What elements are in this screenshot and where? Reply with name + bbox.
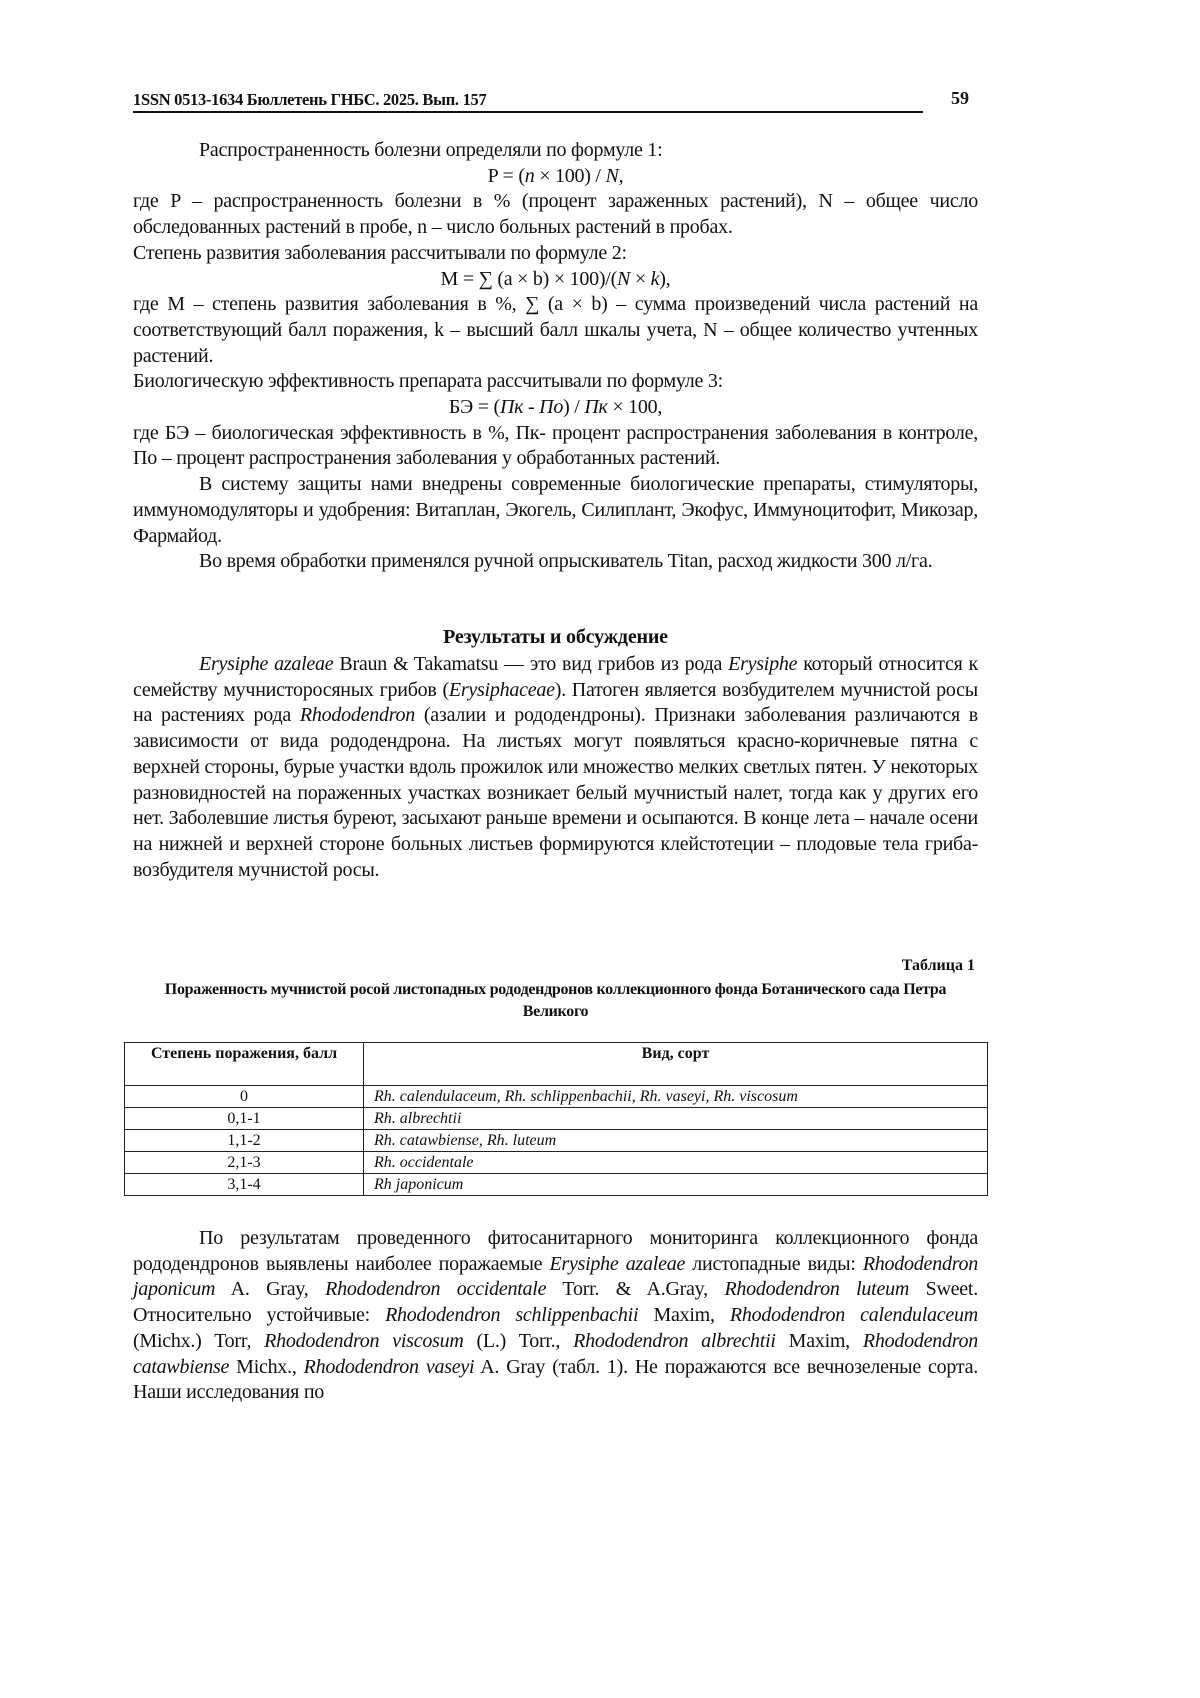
italic-term: N [617, 267, 631, 290]
text-run: ) / [563, 396, 585, 419]
species-cell: Rh. calendulaceum, Rh. schlippenbachii, Rh. vaseyi, Rh. viscosum [364, 1086, 988, 1108]
italic-term: Rhododendron [299, 704, 416, 727]
text-run: ), [659, 267, 671, 290]
paragraph [133, 241, 978, 267]
species-cell: Rh japonicum [364, 1174, 988, 1196]
italic-term: Rhododendron calendulaceum [729, 1304, 978, 1327]
text-run: (L.) Torr., [463, 1329, 574, 1352]
paragraph [133, 292, 978, 369]
running-header: 1SSN 0513-1634 Бюллетень ГНБС. 2025. Вып. 157 [133, 90, 487, 109]
text-run: где M – степень развития заболевания в %, ∑ (a × b) – сумма произведений числа растений на соответствующий балл поражения, k – высший балл шкалы учета, N – общее количество учтенных растений. [133, 293, 978, 367]
header-degree: Степень поражения, балл [125, 1043, 364, 1086]
table-title: Пораженность мучнистой росой листопадных рододендронов коллекционного фонда Ботанического сада Петра Великого [164, 981, 947, 1020]
results-text [133, 652, 978, 883]
italic-term: Erysiphe azaleae [199, 653, 334, 675]
species-cell: Rh. albrechtii [364, 1108, 988, 1130]
italic-term: Пк [584, 396, 608, 419]
page-number: 59 [951, 88, 969, 108]
species-cell: Rh. occidentale [364, 1152, 988, 1174]
paragraph [133, 395, 978, 421]
table-row [125, 1130, 988, 1152]
text-run: × 100) / [534, 164, 606, 187]
text-run: БЭ = ( [448, 396, 500, 419]
paragraph [133, 267, 978, 293]
damage-table [124, 1042, 988, 1196]
table-row [125, 1108, 988, 1130]
text-run: В систему защиты нами внедрены современные биологические препараты, стимуляторы, иммуномодуляторы и удобрения: Витаплан, Экогель, Силиплант, Экофус, Иммуноцитофит, Микозар, Фармайод. [133, 473, 978, 547]
text-run: Распространенность болезни определяли по формуле 1: [199, 139, 663, 161]
table-row [125, 1086, 988, 1108]
text-run: A. Gray (табл. 1). Не поражаются все вечнозеленые сорта. Наши исследования по [133, 1355, 978, 1404]
italic-term: Rhododendron vaseyi [303, 1355, 475, 1378]
italic-term: Rhododendron albrechtii [573, 1329, 776, 1352]
paragraph [133, 472, 978, 549]
text-run: Maxim, [638, 1304, 730, 1327]
italic-term: N [605, 164, 619, 187]
italic-term: Erysiphe [728, 653, 798, 675]
text-run: где БЭ – биологическая эффективность в %, Пк- процент распространения заболевания в контроле, По – процент распространения заболевания у обработанных растений. [133, 421, 978, 470]
text-run: Sweet. Относительно устойчивые: [133, 1278, 978, 1327]
text-run: листопадные виды: [685, 1252, 863, 1275]
text-run: Биологическую эффективность препарата рассчитывали по формуле 3: [133, 370, 723, 393]
paragraph [133, 369, 978, 395]
degree-cell: 0 [125, 1086, 364, 1108]
italic-term: Rhododendron luteum [724, 1278, 910, 1301]
text-run: Maxim, [775, 1329, 863, 1352]
header-species: Вид, сорт [364, 1043, 988, 1086]
paragraph [133, 652, 978, 883]
text-run: Степень развития заболевания рассчитывали по формуле 2: [133, 241, 627, 264]
text-run: ). Патоген является возбудителем мучнистой росы на растениях рода [133, 678, 978, 727]
text-run: Torr. & A.Gray, [546, 1278, 725, 1301]
paragraph [133, 138, 978, 164]
degree-cell: 1,1-2 [125, 1130, 364, 1152]
degree-cell: 0,1-1 [125, 1108, 364, 1130]
text-run: (Michx.) Torr, [133, 1329, 265, 1352]
text-run: P = ( [487, 164, 525, 187]
italic-term: Erysiphe azaleae [549, 1252, 686, 1275]
italic-term: n [524, 164, 535, 187]
table-header-row [125, 1043, 988, 1086]
degree-cell: 3,1-4 [125, 1174, 364, 1196]
text-run: который относится к семейству мучнисторосяных грибов ( [133, 653, 978, 701]
section-heading: Результаты и обсуждение [443, 626, 668, 648]
italic-term: Rhododendron occidentale [325, 1278, 547, 1301]
text-run: По результатам проведенного фитосанитарного мониторинга коллекционного фонда рододендронов выявлены наиболее поражаемые [133, 1227, 978, 1275]
italic-term: k [650, 267, 660, 290]
species-cell: Rh. catawbiense, Rh. luteum [364, 1130, 988, 1152]
text-run: Michx., [229, 1355, 304, 1378]
text-run: Во время обработки применялся ручной опрыскиватель Titan, расход жидкости 300 л/га. [199, 550, 933, 573]
paragraph [133, 189, 978, 240]
text-run: где P – распространенность болезни в % (процент зараженных растений), N – общее число обследованных растений в пробе, n – число больных растений в пробах. [133, 190, 978, 239]
degree-cell: 2,1-3 [125, 1152, 364, 1174]
text-run: (азалии и рододендроны). Признаки заболевания различаются в зависимости от вида рододендрона. На листьях могут появляться красно-коричневые пятна с верхней стороны, бурые участки вдоль прожилок или множество мелких светлых пятен. У некоторых разновидностей на пораженных участках возникает белый мучнистый налет, тогда как у других его нет. Заболевшие листья буреют, засыхают раньше времени и осыпаются. В конце лета – начале осени на нижней и верхней стороне больных листьев формируются клейстотеции – плодовые тела гриба-возбудителя мучнистой росы. [133, 704, 978, 881]
paragraph [133, 421, 978, 472]
italic-term: Пк - По [499, 396, 564, 419]
italic-term: Rhododendron catawbiense [133, 1329, 979, 1378]
table-caption: Таблица 1 [901, 957, 975, 974]
text-run: × [630, 267, 651, 290]
table-row [125, 1152, 988, 1174]
italic-term: Rhododendron viscosum [264, 1329, 464, 1352]
header-divider [133, 111, 923, 113]
text-run: × 100, [607, 396, 663, 419]
paragraph [133, 1226, 978, 1406]
text-run: Braun & Takamatsu — это вид грибов из рода [333, 653, 729, 675]
text-run: M = ∑ (a × b) × 100)/( [440, 267, 617, 290]
italic-term: Erysiphaceae [448, 678, 555, 701]
text-run: , [618, 164, 624, 187]
italic-term: Rhododendron schlippenbachii [385, 1304, 639, 1327]
italic-term: Rhododendron japonicum [133, 1252, 978, 1301]
discussion-text [133, 1226, 978, 1406]
paragraph [133, 164, 978, 190]
table-row [125, 1174, 988, 1196]
paragraph [133, 549, 978, 575]
methods-text [133, 138, 978, 575]
text-run: A. Gray, [215, 1278, 326, 1301]
